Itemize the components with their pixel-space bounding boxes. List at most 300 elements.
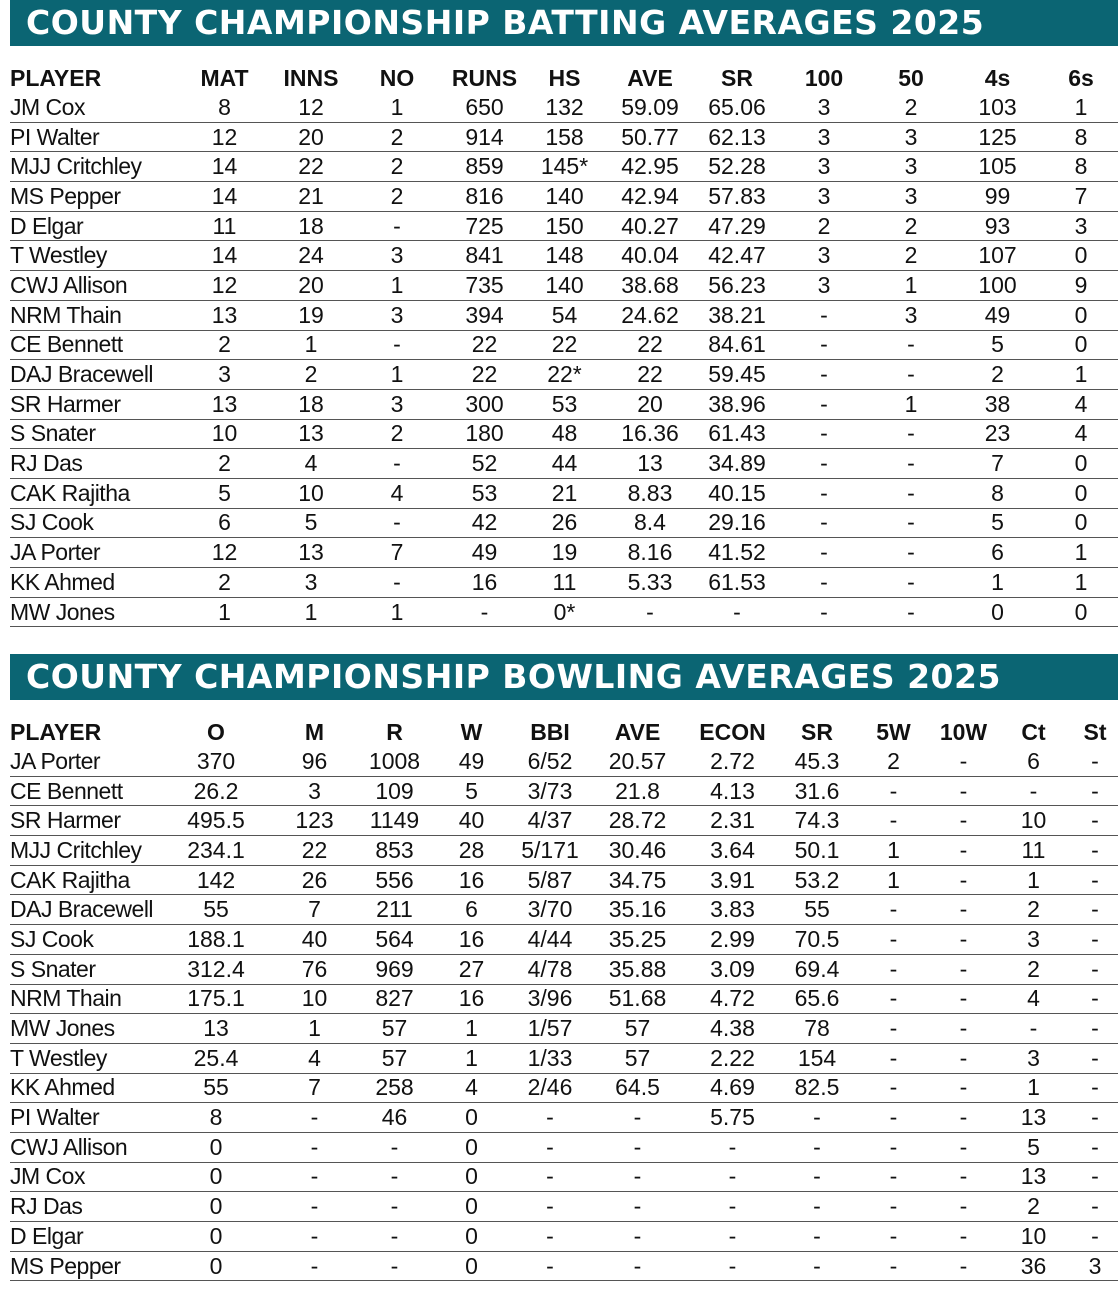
batting-cell-50: 1 [871,271,951,301]
batting-cell-player: S Snater [10,419,178,449]
batting-cell-4s: 100 [951,271,1044,301]
batting-table [10,63,1118,627]
batting-cell-hs: 11 [526,568,603,598]
bowling-cell-w: 0 [432,1192,511,1222]
bowling-cell-player: S Snater [10,954,160,984]
batting-cell-no: 2 [351,182,443,212]
batting-cell-sr: 56.23 [697,271,777,301]
batting-cell-100: - [777,330,871,360]
batting-cell-mat: 14 [178,152,271,182]
bowling-cell-sr: - [779,1103,855,1133]
batting-row [10,597,1118,627]
bowling-cell-10w: - [932,776,995,806]
batting-cell-no: 1 [351,93,443,122]
batting-row [10,330,1118,360]
bowling-cell-5w: - [855,1043,932,1073]
bowling-cell-m: - [272,1103,357,1133]
bowling-cell-ave: 57 [589,1043,686,1073]
bowling-header-5w: 5W [876,718,911,745]
batting-cell-50: 3 [871,122,951,152]
batting-cell-50: - [871,360,951,390]
bowling-cell-econ: - [686,1192,779,1222]
bowling-cell-sr: - [779,1251,855,1281]
bowling-cell-o: 175.1 [160,984,272,1014]
batting-cell-player: MS Pepper [10,182,178,212]
batting-header-4s: 4s [984,64,1011,91]
batting-cell-ave: 8.16 [603,538,697,568]
batting-cell-ave: 13 [603,449,697,479]
bowling-header-row [10,717,1118,747]
bowling-cell-10w: - [932,954,995,984]
batting-cell-runs: 22 [443,360,526,390]
batting-cell-mat: 6 [178,508,271,538]
bowling-cell-5w: - [855,1103,932,1133]
bowling-cell-r: 258 [357,1073,432,1103]
bowling-row [10,954,1118,984]
batting-cell-sr: 38.96 [697,389,777,419]
bowling-cell-10w: - [932,1073,995,1103]
batting-cell-sr: 29.16 [697,508,777,538]
bowling-cell-ct: 2 [995,1192,1072,1222]
batting-cell-100: 3 [777,241,871,271]
batting-cell-sr: 61.53 [697,568,777,598]
bowling-cell-player: CWJ Allison [10,1132,160,1162]
bowling-cell-ave: 35.16 [589,895,686,925]
bowling-cell-10w: - [932,1162,995,1192]
batting-row [10,241,1118,271]
bowling-cell-bbi: 6/52 [511,747,589,776]
batting-cell-mat: 12 [178,122,271,152]
batting-cell-ave: 22 [603,360,697,390]
bowling-cell-r: 57 [357,1014,432,1044]
bowling-cell-sr: 45.3 [779,747,855,776]
bowling-cell-ave: - [589,1103,686,1133]
bowling-table [10,717,1118,1281]
batting-cell-inns: 1 [271,330,351,360]
bowling-cell-r: 827 [357,984,432,1014]
bowling-cell-w: 16 [432,925,511,955]
bowling-cell-w: 6 [432,895,511,925]
batting-cell-mat: 13 [178,300,271,330]
batting-row [10,300,1118,330]
batting-cell-runs: 914 [443,122,526,152]
bowling-cell-econ: 3.91 [686,865,779,895]
bowling-cell-w: 0 [432,1132,511,1162]
bowling-cell-5w: 1 [855,836,932,866]
bowling-cell-10w: - [932,984,995,1014]
bowling-row [10,865,1118,895]
bowling-cell-o: 370 [160,747,272,776]
bowling-cell-st: - [1072,984,1118,1014]
batting-cell-player: T Westley [10,241,178,271]
bowling-cell-5w: 1 [855,865,932,895]
bowling-row [10,806,1118,836]
batting-cell-50: 1 [871,389,951,419]
bowling-cell-10w: - [932,1251,995,1281]
bowling-cell-ave: - [589,1251,686,1281]
bowling-cell-r: - [357,1251,432,1281]
bowling-cell-m: 26 [272,865,357,895]
bowling-cell-sr: 65.6 [779,984,855,1014]
batting-header-50: 50 [898,64,924,91]
batting-cell-50: 2 [871,241,951,271]
bowling-cell-ave: 57 [589,1014,686,1044]
batting-cell-100: - [777,389,871,419]
bowling-row [10,984,1118,1014]
batting-cell-runs: 725 [443,211,526,241]
batting-cell-player: SJ Cook [10,508,178,538]
bowling-cell-5w: - [855,984,932,1014]
batting-cell-sr: 38.21 [697,300,777,330]
batting-cell-mat: 8 [178,93,271,122]
bowling-cell-ave: 21.8 [589,776,686,806]
bowling-cell-sr: 78 [779,1014,855,1044]
bowling-cell-bbi: 4/44 [511,925,589,955]
bowling-cell-sr: - [779,1132,855,1162]
bowling-cell-r: - [357,1222,432,1252]
bowling-cell-w: 0 [432,1222,511,1252]
bowling-cell-r: - [357,1192,432,1222]
batting-cell-6s: 0 [1044,300,1118,330]
bowling-cell-10w: - [932,1043,995,1073]
bowling-cell-w: 0 [432,1103,511,1133]
batting-row [10,122,1118,152]
batting-cell-sr: 62.13 [697,122,777,152]
batting-cell-no: 3 [351,241,443,271]
bowling-cell-5w: - [855,1132,932,1162]
bowling-cell-player: SJ Cook [10,925,160,955]
batting-cell-sr: - [697,597,777,627]
bowling-cell-bbi: - [511,1132,589,1162]
batting-cell-4s: 23 [951,419,1044,449]
bowling-cell-r: 853 [357,836,432,866]
bowling-cell-o: 0 [160,1162,272,1192]
bowling-cell-5w: - [855,806,932,836]
bowling-cell-r: 46 [357,1103,432,1133]
batting-cell-inns: 1 [271,597,351,627]
batting-cell-ave: 5.33 [603,568,697,598]
bowling-cell-w: 49 [432,747,511,776]
batting-cell-player: SR Harmer [10,389,178,419]
bowling-cell-r: 1008 [357,747,432,776]
batting-cell-hs: 148 [526,241,603,271]
bowling-cell-m: 3 [272,776,357,806]
bowling-row [10,1132,1118,1162]
batting-cell-sr: 57.83 [697,182,777,212]
bowling-cell-m: 40 [272,925,357,955]
batting-cell-hs: 158 [526,122,603,152]
bowling-cell-st: 3 [1072,1251,1118,1281]
bowling-cell-ct: 1 [995,1073,1072,1103]
batting-cell-6s: 4 [1044,389,1118,419]
batting-cell-inns: 10 [271,478,351,508]
bowling-cell-m: 4 [272,1043,357,1073]
bowling-cell-m: - [272,1132,357,1162]
batting-cell-player: CE Bennett [10,330,178,360]
batting-row [10,508,1118,538]
bowling-cell-ave: - [589,1132,686,1162]
batting-cell-4s: 38 [951,389,1044,419]
batting-cell-sr: 65.06 [697,93,777,122]
bowling-row [10,1251,1118,1281]
bowling-cell-r: - [357,1132,432,1162]
bowling-cell-player: MS Pepper [10,1251,160,1281]
batting-cell-ave: 42.94 [603,182,697,212]
bowling-row [10,1192,1118,1222]
bowling-cell-player: MJJ Critchley [10,836,160,866]
batting-cell-50: 2 [871,93,951,122]
bowling-cell-ave: 51.68 [589,984,686,1014]
bowling-cell-bbi: 3/96 [511,984,589,1014]
bowling-row [10,1162,1118,1192]
batting-cell-no: 4 [351,478,443,508]
batting-cell-sr: 41.52 [697,538,777,568]
bowling-cell-sr: - [779,1192,855,1222]
bowling-cell-bbi: 5/87 [511,865,589,895]
bowling-row [10,836,1118,866]
batting-cell-sr: 34.89 [697,449,777,479]
bowling-cell-5w: - [855,1251,932,1281]
batting-cell-inns: 24 [271,241,351,271]
batting-row [10,271,1118,301]
batting-cell-6s: 0 [1044,241,1118,271]
batting-cell-hs: 150 [526,211,603,241]
bowling-cell-ct: 3 [995,1043,1072,1073]
batting-cell-mat: 14 [178,241,271,271]
bowling-cell-ave: - [589,1192,686,1222]
batting-cell-4s: 105 [951,152,1044,182]
bowling-cell-ave: 64.5 [589,1073,686,1103]
bowling-cell-sr: - [779,1162,855,1192]
bowling-cell-r: - [357,1162,432,1192]
bowling-cell-st: - [1072,925,1118,955]
batting-cell-4s: 8 [951,478,1044,508]
batting-cell-player: MW Jones [10,597,178,627]
bowling-row [10,776,1118,806]
bowling-cell-ct: 3 [995,925,1072,955]
bowling-cell-st: - [1072,747,1118,776]
batting-cell-sr: 59.45 [697,360,777,390]
bowling-cell-w: 40 [432,806,511,836]
bowling-cell-player: JA Porter [10,747,160,776]
batting-cell-inns: 20 [271,271,351,301]
batting-cell-no: 3 [351,300,443,330]
bowling-row [10,925,1118,955]
bowling-header-ave: AVE [614,718,661,745]
bowling-cell-st: - [1072,1103,1118,1133]
bowling-cell-ave: 35.88 [589,954,686,984]
bowling-cell-10w: - [932,1192,995,1222]
batting-cell-4s: 6 [951,538,1044,568]
batting-cell-player: PI Walter [10,122,178,152]
batting-header-sr: SR [721,64,753,91]
batting-cell-sr: 47.29 [697,211,777,241]
bowling-header-r: R [386,718,403,745]
batting-cell-ave: 38.68 [603,271,697,301]
bowling-cell-m: - [272,1162,357,1192]
batting-cell-6s: 1 [1044,93,1118,122]
batting-cell-100: 3 [777,182,871,212]
batting-cell-mat: 13 [178,389,271,419]
batting-cell-runs: 650 [443,93,526,122]
batting-cell-inns: 19 [271,300,351,330]
bowling-cell-ave: 35.25 [589,925,686,955]
batting-header-player: PLAYER [10,64,102,91]
bowling-cell-st: - [1072,865,1118,895]
batting-cell-player: DAJ Bracewell [10,360,178,390]
bowling-row [10,895,1118,925]
bowling-cell-o: 495.5 [160,806,272,836]
batting-cell-inns: 18 [271,211,351,241]
batting-row [10,389,1118,419]
batting-cell-100: - [777,300,871,330]
bowling-cell-ave: 20.57 [589,747,686,776]
batting-cell-50: - [871,508,951,538]
bowling-cell-ct: 11 [995,836,1072,866]
batting-cell-6s: 7 [1044,182,1118,212]
batting-cell-50: - [871,419,951,449]
bowling-cell-sr: 154 [779,1043,855,1073]
batting-row [10,419,1118,449]
batting-row [10,538,1118,568]
batting-cell-player: JA Porter [10,538,178,568]
batting-row [10,449,1118,479]
batting-header-6s: 6s [1068,64,1094,91]
batting-cell-4s: 7 [951,449,1044,479]
batting-cell-100: - [777,597,871,627]
batting-cell-6s: 0 [1044,597,1118,627]
batting-header-100: 100 [804,64,844,91]
batting-cell-6s: 1 [1044,538,1118,568]
bowling-cell-5w: - [855,1162,932,1192]
bowling-cell-bbi: 2/46 [511,1073,589,1103]
bowling-cell-st: - [1072,954,1118,984]
batting-cell-6s: 0 [1044,508,1118,538]
batting-cell-no: - [351,330,443,360]
bowling-title: COUNTY CHAMPIONSHIP BOWLING AVERAGES 2025 [10,654,1118,700]
batting-cell-sr: 42.47 [697,241,777,271]
bowling-cell-player: KK Ahmed [10,1073,160,1103]
bowling-cell-w: 1 [432,1043,511,1073]
batting-cell-6s: 4 [1044,419,1118,449]
bowling-cell-bbi: - [511,1192,589,1222]
batting-cell-ave: - [603,597,697,627]
batting-header-runs: RUNS [451,64,518,91]
bowling-cell-5w: - [855,776,932,806]
batting-cell-no: 1 [351,271,443,301]
bowling-cell-sr: 74.3 [779,806,855,836]
batting-cell-ave: 42.95 [603,152,697,182]
bowling-cell-bbi: 4/37 [511,806,589,836]
batting-cell-50: 3 [871,182,951,212]
bowling-cell-m: - [272,1251,357,1281]
batting-cell-inns: 18 [271,389,351,419]
bowling-cell-5w: - [855,1222,932,1252]
batting-cell-4s: 0 [951,597,1044,627]
bowling-cell-w: 0 [432,1251,511,1281]
bowling-cell-o: 55 [160,1073,272,1103]
bowling-cell-econ: 2.22 [686,1043,779,1073]
batting-cell-sr: 61.43 [697,419,777,449]
bowling-cell-o: 188.1 [160,925,272,955]
bowling-cell-econ: 3.83 [686,895,779,925]
bowling-cell-bbi: - [511,1251,589,1281]
bowling-header-econ: ECON [699,718,766,745]
bowling-cell-bbi: 1/33 [511,1043,589,1073]
batting-cell-50: 3 [871,152,951,182]
bowling-cell-w: 16 [432,865,511,895]
batting-cell-runs: 53 [443,478,526,508]
bowling-cell-ct: 13 [995,1162,1072,1192]
bowling-cell-econ: - [686,1251,779,1281]
bowling-cell-st: - [1072,806,1118,836]
batting-cell-6s: 0 [1044,449,1118,479]
batting-cell-hs: 140 [526,271,603,301]
bowling-cell-o: 0 [160,1132,272,1162]
bowling-cell-r: 211 [357,895,432,925]
bowling-cell-bbi: 5/171 [511,836,589,866]
batting-cell-4s: 5 [951,330,1044,360]
bowling-cell-sr: 31.6 [779,776,855,806]
batting-cell-hs: 132 [526,93,603,122]
batting-cell-6s: 9 [1044,271,1118,301]
bowling-cell-o: 25.4 [160,1043,272,1073]
batting-cell-100: - [777,508,871,538]
batting-cell-runs: 180 [443,419,526,449]
bowling-cell-sr: - [779,1222,855,1252]
bowling-header-10w: 10W [939,718,988,745]
batting-cell-runs: 394 [443,300,526,330]
batting-cell-runs: 22 [443,330,526,360]
batting-cell-no: - [351,568,443,598]
batting-cell-ave: 8.83 [603,478,697,508]
batting-cell-50: 3 [871,300,951,330]
bowling-cell-10w: - [932,925,995,955]
batting-cell-runs: 859 [443,152,526,182]
batting-cell-6s: 1 [1044,360,1118,390]
batting-cell-6s: 3 [1044,211,1118,241]
batting-cell-4s: 2 [951,360,1044,390]
batting-cell-100: - [777,419,871,449]
batting-title: COUNTY CHAMPIONSHIP BATTING AVERAGES 2025 [10,0,1118,46]
batting-cell-mat: 10 [178,419,271,449]
batting-cell-inns: 13 [271,419,351,449]
batting-cell-runs: 300 [443,389,526,419]
bowling-cell-ct: - [995,776,1072,806]
batting-cell-no: - [351,211,443,241]
bowling-cell-10w: - [932,806,995,836]
batting-cell-sr: 40.15 [697,478,777,508]
bowling-cell-w: 28 [432,836,511,866]
bowling-cell-5w: - [855,895,932,925]
batting-cell-mat: 2 [178,330,271,360]
batting-cell-hs: 140 [526,182,603,212]
bowling-cell-10w: - [932,836,995,866]
bowling-cell-player: MW Jones [10,1014,160,1044]
bowling-cell-w: 27 [432,954,511,984]
bowling-cell-st: - [1072,836,1118,866]
bowling-cell-player: SR Harmer [10,806,160,836]
bowling-cell-m: 123 [272,806,357,836]
batting-cell-player: KK Ahmed [10,568,178,598]
batting-cell-runs: - [443,597,526,627]
bowling-cell-st: - [1072,1162,1118,1192]
batting-cell-inns: 2 [271,360,351,390]
bowling-cell-m: 1 [272,1014,357,1044]
batting-cell-4s: 5 [951,508,1044,538]
batting-cell-ave: 20 [603,389,697,419]
batting-cell-hs: 22 [526,330,603,360]
